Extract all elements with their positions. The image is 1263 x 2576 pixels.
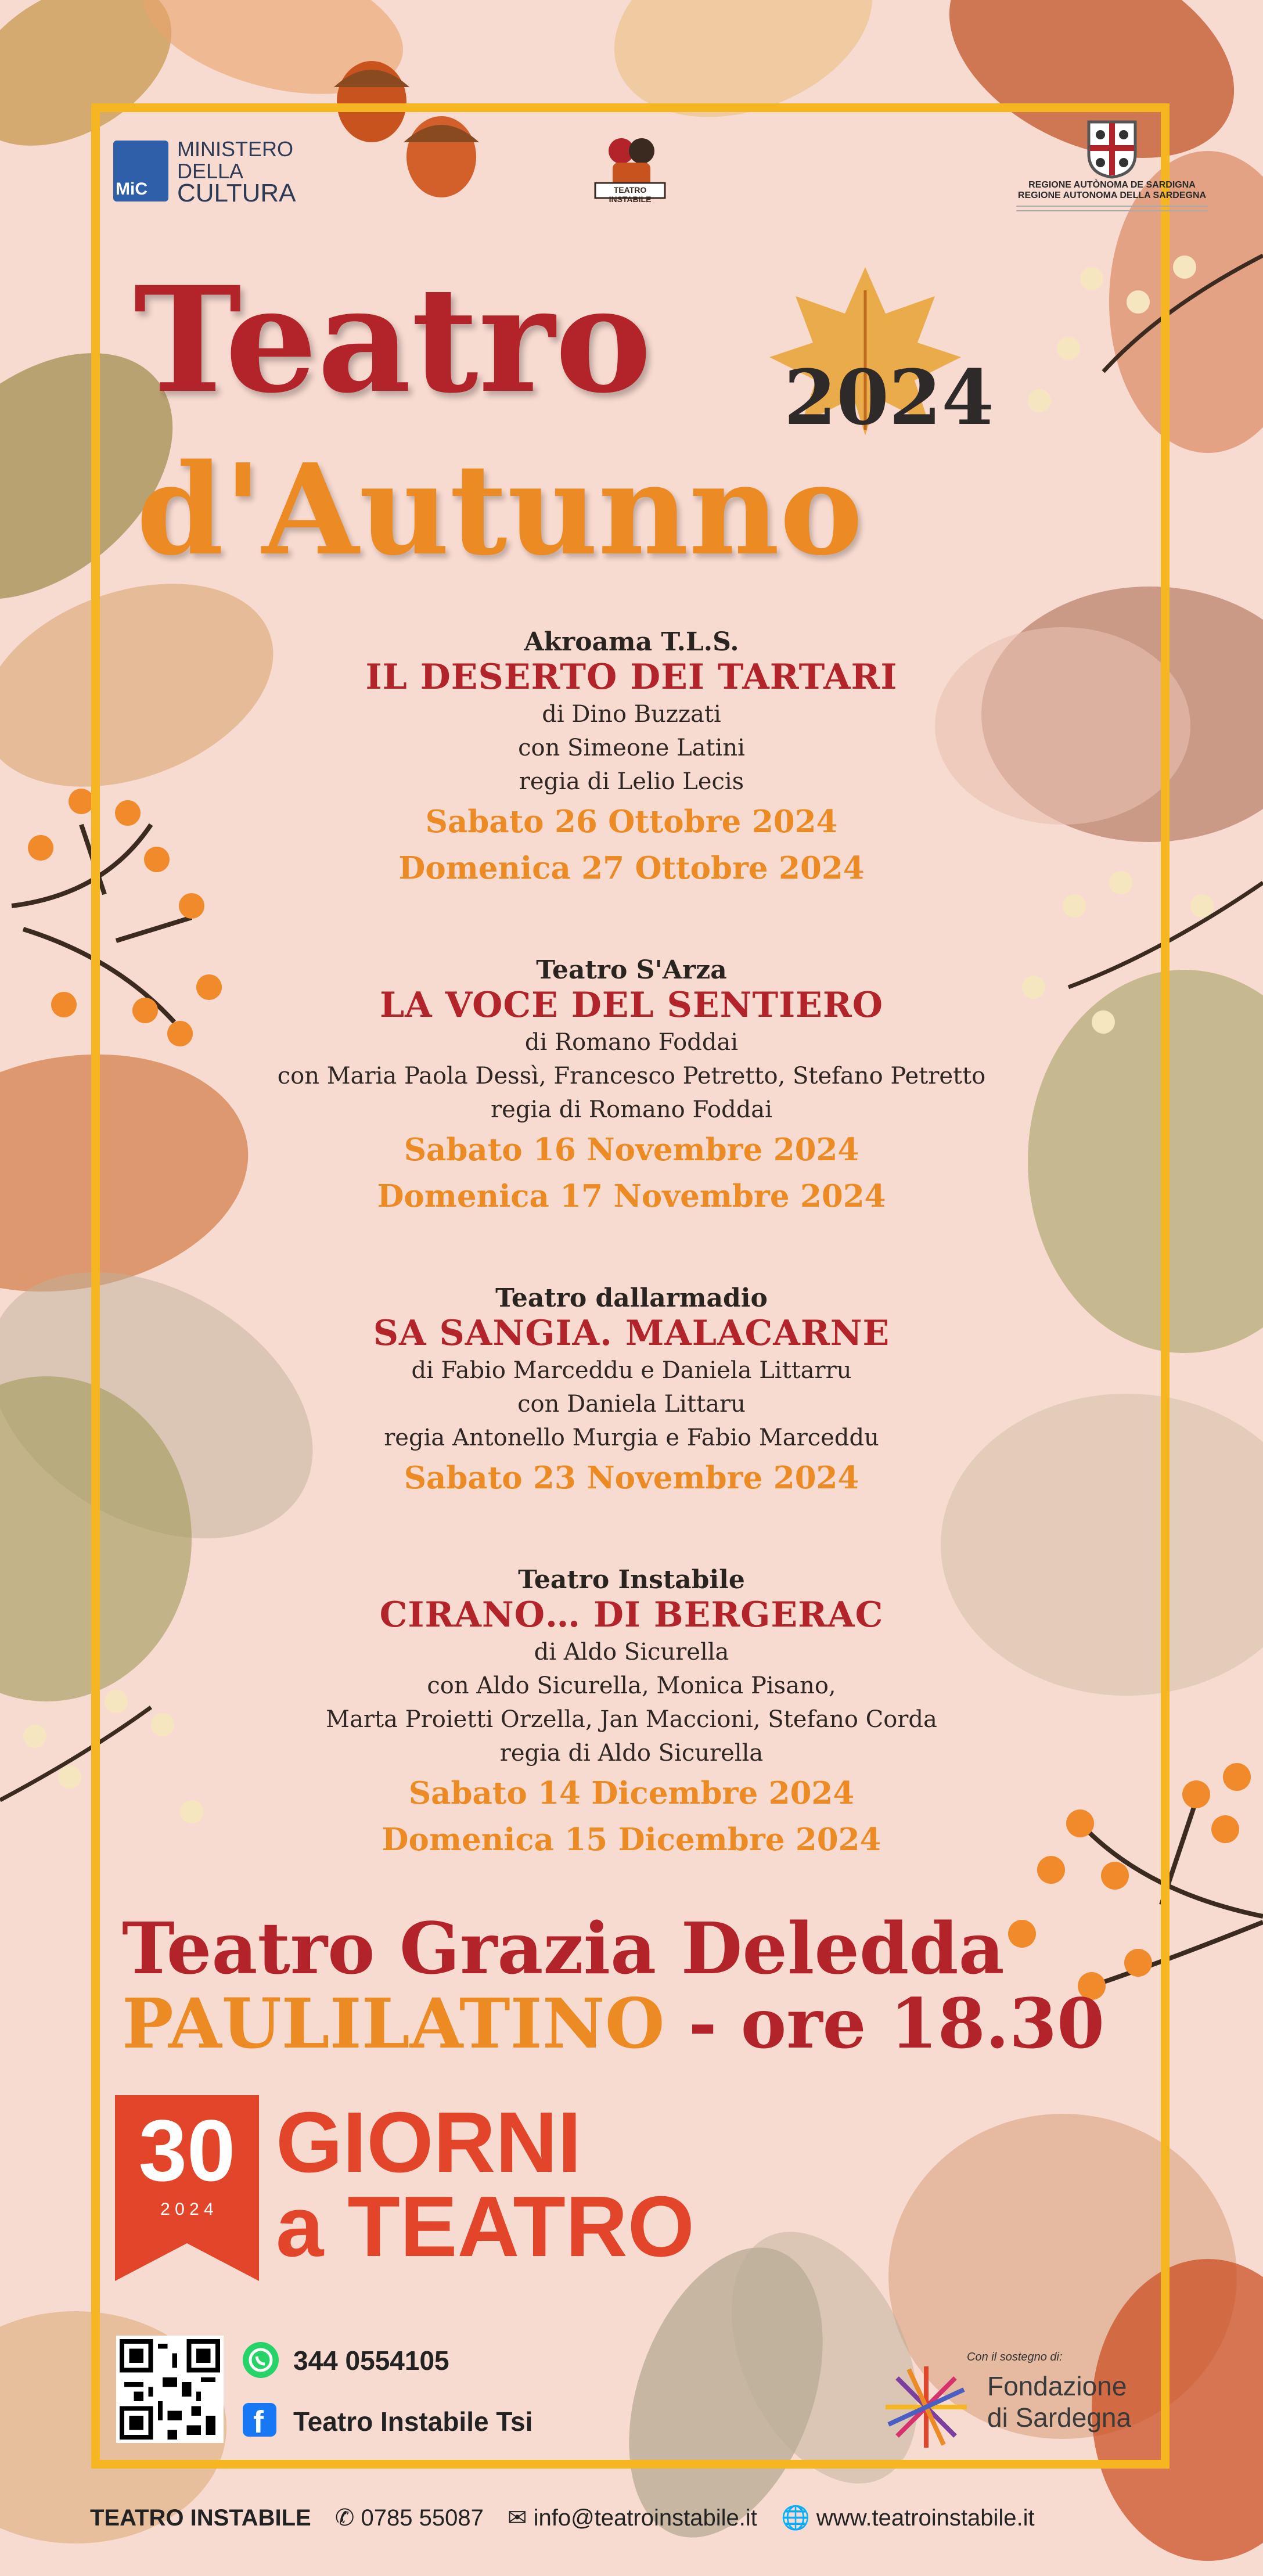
show-date: Sabato 16 Novembre 2024: [404, 1132, 859, 1168]
ministry-name: [177, 137, 296, 207]
venue-time: - ore 18.30: [664, 1983, 1105, 2064]
ministry-logo-icon: [113, 141, 168, 202]
show-director: regia di Lelio Lecis: [519, 768, 744, 795]
footer: [90, 2504, 1182, 2531]
teatro-instabile-logo-text: TEATRO INSTABILE: [609, 185, 652, 204]
footer-phone[interactable]: 0785 55087: [361, 2505, 484, 2531]
show-1: [174, 627, 1089, 891]
whatsapp-number[interactable]: 344 0554105: [293, 2345, 449, 2376]
ministry-line3: CULTURA: [177, 179, 296, 207]
ministry-badge: MiC: [116, 179, 147, 199]
show-4: [174, 1565, 1089, 1863]
show-director: regia di Romano Foddai: [491, 1096, 772, 1123]
qr-code[interactable]: [116, 2336, 224, 2443]
venue-name: Teatro Grazia Deledda: [122, 1906, 1005, 1990]
phone-icon: ✆: [334, 2505, 355, 2531]
email-icon: ✉: [507, 2505, 527, 2531]
show-title: CIRANO… DI BERGERAC: [379, 1595, 884, 1635]
show-author: di Fabio Marceddu e Daniela Littarru: [411, 1357, 852, 1384]
footer-website[interactable]: www.teatroinstabile.it: [816, 2505, 1035, 2531]
giorni-number: 30: [138, 2102, 236, 2199]
show-date: Domenica 17 Novembre 2024: [377, 1178, 886, 1214]
ministry-line1: MINISTERO: [177, 137, 294, 161]
whatsapp-icon: [243, 2342, 279, 2378]
fondazione-logo-icon: [880, 2361, 973, 2453]
foundation-line2: di Sardegna: [987, 2402, 1132, 2433]
show-director: regia Antonello Murgia e Fabio Marceddu: [384, 1424, 879, 1451]
region-logo: [967, 116, 1257, 211]
giorni-year: 2 0 2 4: [160, 2200, 214, 2219]
giorni-line1: GIORNI: [276, 2095, 582, 2190]
show-title: SA SANGIA. MALACARNE: [373, 1313, 890, 1354]
show-date: Sabato 23 Novembre 2024: [404, 1460, 859, 1496]
show-company: Teatro Instabile: [518, 1565, 745, 1595]
giorni-badge: [115, 2095, 259, 2281]
footer-name: TEATRO INSTABILE: [90, 2505, 311, 2531]
festival-year: 2024: [784, 353, 994, 442]
show-date: Domenica 27 Ottobre 2024: [398, 850, 865, 886]
qr-code-icon: [120, 2339, 220, 2440]
venue-town: PAULILATINO: [122, 1983, 665, 2064]
support-caption: Con il sostegno di:: [967, 2351, 1063, 2363]
facebook-icon: f: [243, 2403, 276, 2437]
show-author: di Aldo Sicurella: [534, 1639, 729, 1665]
show-author: di Romano Foddai: [524, 1029, 739, 1056]
festival-title-line1: Teatro: [134, 254, 652, 425]
region-fine-print: [1016, 206, 1208, 211]
show-cast: con Simeone Latini: [518, 735, 745, 761]
region-line1: REGIONE AUTÒNOMA DE SARDIGNA: [1028, 180, 1196, 190]
teatro-instabile-logo: [586, 125, 674, 212]
show-title: IL DESERTO DEI TARTARI: [365, 657, 898, 697]
show-company: Teatro S'Arza: [536, 955, 727, 985]
show-title: LA VOCE DEL SENTIERO: [379, 985, 884, 1026]
globe-icon: 🌐: [780, 2505, 810, 2531]
show-date: Sabato 26 Ottobre 2024: [425, 804, 838, 840]
region-line2: REGIONE AUTONOMA DELLA SARDEGNA: [1017, 190, 1207, 200]
show-cast: Marta Proietti Orzella, Jan Maccioni, Stefano Corda: [326, 1706, 937, 1733]
show-cast: con Aldo Sicurella, Monica Pisano,: [427, 1672, 836, 1699]
venue-town-time: [122, 1983, 1105, 2064]
show-cast: con Maria Paola Dessì, Francesco Petretto, Stefano Petretto: [277, 1063, 986, 1089]
footer-email[interactable]: info@teatroinstabile.it: [533, 2505, 757, 2531]
facebook-page[interactable]: Teatro Instabile Tsi: [293, 2406, 533, 2437]
foundation-line1: Fondazione: [987, 2371, 1127, 2401]
sardinia-coat-of-arms-icon: [1083, 116, 1141, 180]
show-author: di Dino Buzzati: [542, 701, 721, 728]
show-3: [174, 1283, 1089, 1501]
festival-title-line2: d'Autunno: [136, 436, 863, 583]
show-2: [174, 955, 1089, 1219]
giorni-line2: a TEATRO: [276, 2179, 695, 2275]
ministry-line2: DELLA: [177, 159, 244, 183]
show-director: regia di Aldo Sicurella: [499, 1740, 764, 1766]
show-cast: con Daniela Littaru: [517, 1391, 746, 1417]
show-company: Teatro dallarmadio: [495, 1283, 768, 1313]
show-company: Akroama T.L.S.: [524, 627, 739, 657]
show-date: Domenica 15 Dicembre 2024: [382, 1822, 881, 1858]
show-date: Sabato 14 Dicembre 2024: [408, 1775, 855, 1811]
